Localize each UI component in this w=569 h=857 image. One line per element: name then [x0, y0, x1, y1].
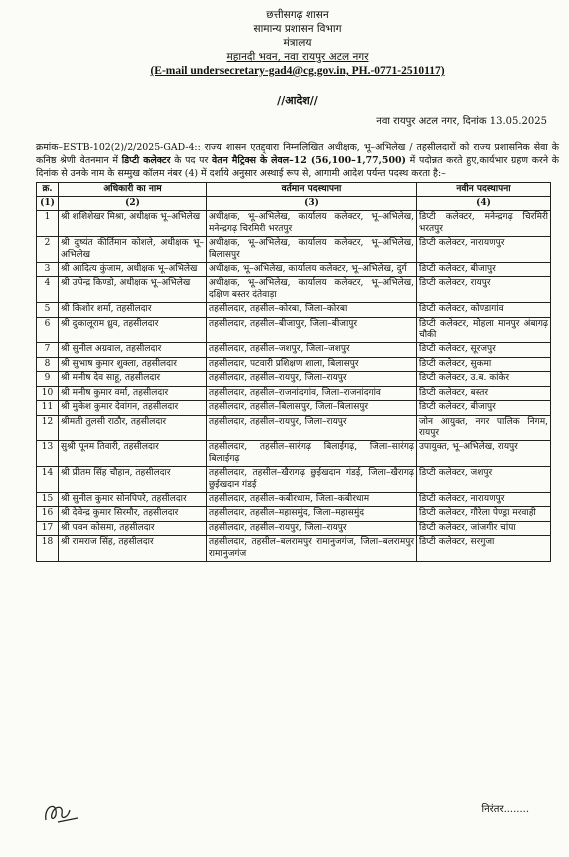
cell-new-posting: डिप्टी कलेक्टर, बस्तर [417, 386, 551, 400]
cell-current-posting: तहसीलदार, तहसील–बिलासपुर, जिला–बिलासपुर [207, 401, 417, 415]
cell-officer-name: श्री पवन कोसमा, तहसीलदार [59, 521, 207, 535]
cell-serial: 10 [37, 386, 59, 400]
govt-name: छत्तीसगढ़ शासन [266, 9, 329, 21]
table-column-number-row [37, 197, 551, 211]
ministry-name: मंत्रालय [283, 37, 312, 49]
header-serial: क्र. [37, 182, 59, 196]
cell-current-posting: तहसीलदार, तहसील–जशपुर, जिला–जशपुर [207, 343, 417, 357]
table-row [37, 536, 551, 562]
cell-serial: 3 [37, 263, 59, 277]
cell-serial: 17 [37, 521, 59, 535]
column-number: (4) [417, 197, 551, 211]
cell-new-posting: डिप्टी कलेक्टर, कोण्डागांव [417, 303, 551, 317]
cell-serial: 16 [37, 507, 59, 521]
cell-officer-name: श्री सुभाष कुमार शुक्ला, तहसीलदार [59, 357, 207, 371]
cell-serial: 15 [37, 492, 59, 506]
table-row [37, 303, 551, 317]
cell-officer-name: श्री दुकालूराम ध्रुव, तहसीलदार [59, 317, 207, 343]
order-paragraph [36, 141, 559, 181]
table-row [37, 441, 551, 467]
place-date: नवा रायपुर अटल नगर, दिनांक 13.05.2025 [376, 116, 547, 127]
cell-current-posting: अधीक्षक, भू–अभिलेख, कार्यालय कलेक्टर, भू–अभिलेख, दक्षिण बस्तर दंतेवाड़ा [207, 277, 417, 303]
cell-new-posting: डिप्टी कलेक्टर, सूरजपुर [417, 343, 551, 357]
cell-new-posting: डिप्टी कलेक्टर, उ.ब. कांकेर [417, 372, 551, 386]
cell-new-posting: डिप्टी कलेक्टर, सरगुजा [417, 536, 551, 562]
cell-officer-name: श्री मुकेश कुमार देवांगन, तहसीलदार [59, 401, 207, 415]
cell-new-posting: डिप्टी कलेक्टर, बीजापुर [417, 401, 551, 415]
column-number: (3) [207, 197, 417, 211]
cell-new-posting: डिप्टी कलेक्टर, रायपुर [417, 277, 551, 303]
cell-officer-name: श्री शशिशेखर मिश्रा, अधीक्षक भू–अभिलेख [59, 211, 207, 237]
cell-new-posting: डिप्टी कलेक्टर, जशपुर [417, 467, 551, 493]
cell-officer-name: सुश्री पूनम तिवारी, तहसीलदार [59, 441, 207, 467]
cell-officer-name: श्री आदित्य कुंजाम, अधीक्षक भू–अभिलेख [59, 263, 207, 277]
cell-new-posting: जोन आयुक्त, नगर पालिक निगम, रायपुर [417, 415, 551, 441]
cell-current-posting: तहसीलदार, तहसील–खैरागढ़ छुईखदान गंडई, जिला–खैरागढ़ छुईखदान गंडई [207, 467, 417, 493]
cell-officer-name: श्री सुनील अग्रवाल, तहसीलदार [59, 343, 207, 357]
cell-serial: 8 [37, 357, 59, 371]
cell-new-posting: डिप्टी कलेक्टर, मनेन्द्रगढ़ चिरमिरी भरतपुर [417, 211, 551, 237]
table-row [37, 211, 551, 237]
cell-serial: 4 [37, 277, 59, 303]
cell-new-posting: डिप्टी कलेक्टर, गौरेला पेण्ड्रा मरवाही [417, 507, 551, 521]
signature-mark [40, 798, 84, 826]
table-row [37, 521, 551, 535]
table-row [37, 372, 551, 386]
cell-new-posting: डिप्टी कलेक्टर, बीजापुर [417, 263, 551, 277]
cell-serial: 11 [37, 401, 59, 415]
table-body [37, 211, 551, 562]
table-row [37, 317, 551, 343]
cell-current-posting: तहसीलदार, तहसील–बीजापुर, जिला–बीजापुर [207, 317, 417, 343]
header-current-posting: वर्तमान पदस्थापना [207, 182, 417, 196]
cell-serial: 13 [37, 441, 59, 467]
cell-serial: 6 [37, 317, 59, 343]
cell-current-posting: तहसीलदार, तहसील–रायपुर, जिला–रायपुर [207, 372, 417, 386]
department-name: सामान्य प्रशासन विभाग [253, 23, 342, 35]
cell-officer-name: श्री मनीष देव साहू, तहसीलदार [59, 372, 207, 386]
column-number: (2) [59, 197, 207, 211]
cell-officer-name: श्री मनीष कुमार वर्मा, तहसीलदार [59, 386, 207, 400]
cell-officer-name: श्री उपेन्द्र किण्डो, अधीक्षक भू–अभिलेख [59, 277, 207, 303]
cell-serial: 12 [37, 415, 59, 441]
table-row [37, 507, 551, 521]
cell-serial: 7 [37, 343, 59, 357]
cell-current-posting: तहसीलदार, तहसील–राजनांदगांव, जिला–राजनांदगांव [207, 386, 417, 400]
posting-table [36, 182, 551, 562]
table-row [37, 343, 551, 357]
paragraph-text-3: में पदोन्नत करते हुए,कार्यभार ग्रहण करने के दिनांक से उनके नाम के सम्मुख कॉलम नंबर (4) में दर्शाये अनुसार अस्थाई रूप से, आगामी आदेश पर्यन्त पदस्थ करता है:– [36, 155, 559, 180]
table-row [37, 467, 551, 493]
cell-new-posting: डिप्टी कलेक्टर, मोहला मानपुर अंबागढ़ चौकी [417, 317, 551, 343]
table-row [37, 237, 551, 263]
cell-current-posting: तहसीलदार, तहसील–कोरबा, जिला–कोरबा [207, 303, 417, 317]
cell-current-posting: अधीक्षक, भू–अभिलेख, कार्यालय कलेक्टर, भू–अभिलेख, दुर्ग [207, 263, 417, 277]
cell-new-posting: डिप्टी कलेक्टर, जांजगीर चांपा [417, 521, 551, 535]
order-title: //आदेश// [277, 94, 318, 107]
cell-current-posting: तहसीलदार, तहसील–रायपुर, जिला–रायपुर [207, 521, 417, 535]
table-row [37, 415, 551, 441]
table-header-row [37, 182, 551, 196]
cell-current-posting: तहसीलदार, तहसील–सारंगढ़ बिलाईगढ़, जिला–सारंगढ़ बिलाईगढ़ [207, 441, 417, 467]
table-row [37, 277, 551, 303]
cell-officer-name: श्री देवेन्द्र कुमार सिरमौर, तहसीलदार [59, 507, 207, 521]
cell-current-posting: अधीक्षक, भू–अभिलेख, कार्यालय कलेक्टर, भू–अभिलेख, मनेन्द्रगढ़ चिरमिरी भरतपुर [207, 211, 417, 237]
cell-current-posting: तहसीलदार, तहसील–कबीरधाम, जिला–कबीरधाम [207, 492, 417, 506]
table-row [37, 492, 551, 506]
cell-current-posting: तहसीलदार, पटवारी प्रशिक्षण शाला, बिलासपुर [207, 357, 417, 371]
office-address: महानदी भवन, नवा रायपुर अटल नगर [226, 51, 369, 63]
cell-serial: 2 [37, 237, 59, 263]
cell-new-posting: उपायुक्त, भू–अभिलेख, रायपुर [417, 441, 551, 467]
cell-officer-name: श्री रामराज सिंह, तहसीलदार [59, 536, 207, 562]
cell-serial: 5 [37, 303, 59, 317]
letterhead [36, 8, 559, 64]
cell-officer-name: श्री सुनील कुमार सोनपिपरे, तहसीलदार [59, 492, 207, 506]
cell-new-posting: डिप्टी कलेक्टर, नारायणपुर [417, 492, 551, 506]
table-row [37, 401, 551, 415]
header-new-posting: नवीन पदस्थापना [417, 182, 551, 196]
cell-current-posting: तहसीलदार, तहसील–महासमुंद, जिला–महासमुंद [207, 507, 417, 521]
cell-current-posting: अधीक्षक, भू–अभिलेख, कार्यालय कलेक्टर, भू–अभिलेख, बिलासपुर [207, 237, 417, 263]
cell-current-posting: तहसीलदार, तहसील–रायपुर, जिला–रायपुर [207, 415, 417, 441]
cell-officer-name: श्री प्रीतम सिंह चौहान, तहसीलदार [59, 467, 207, 493]
document-page [0, 8, 569, 857]
paragraph-text-1: क्रमांक–ESTB-102(2)/2/2025-GAD-4:: राज्य शासन एतद्द्वारा निम्नलिखित अधीक्षक, भू–अभिलेख / तहसीलदारों को राज्य प्रशासनिक सेवा के कनिष्ठ श्रेणी वेतनमान में [36, 142, 559, 167]
table-row [37, 386, 551, 400]
paragraph-bold-1: डिप्टी कलेक्टर [121, 155, 171, 167]
cell-new-posting: डिप्टी कलेक्टर, नारायणपुर [417, 237, 551, 263]
paragraph-bold-2: वेतन मैट्रिक्स के लेवल–12 (56,100–1,77,500) [212, 155, 406, 167]
cell-officer-name: श्रीमती तुलसी राठौर, तहसीलदार [59, 415, 207, 441]
table-row [37, 357, 551, 371]
table-row [37, 263, 551, 277]
cell-current-posting: तहसीलदार, तहसील–बलरामपुर रामानुजगंज, जिला–बलरामपुर रामानुजगंज [207, 536, 417, 562]
cell-officer-name: श्री दुष्यंत कीर्तिमान कोशले, अधीक्षक भू–अभिलेख [59, 237, 207, 263]
cell-serial: 18 [37, 536, 59, 562]
cell-serial: 9 [37, 372, 59, 386]
cell-officer-name: श्री किशोर शर्मा, तहसीलदार [59, 303, 207, 317]
cell-serial: 1 [37, 211, 59, 237]
paragraph-text-2: के पद पर [170, 155, 213, 167]
column-number: (1) [37, 197, 59, 211]
header-officer-name: अधिकारी का नाम [59, 182, 207, 196]
cell-serial: 14 [37, 467, 59, 493]
contact-line: (E-mail undersecretary-gad4@cg.gov.in, PH.-0771-2510117) [150, 65, 445, 77]
cell-new-posting: डिप्टी कलेक्टर, सुकमा [417, 357, 551, 371]
continued-note: निरंतर........ [481, 804, 529, 815]
